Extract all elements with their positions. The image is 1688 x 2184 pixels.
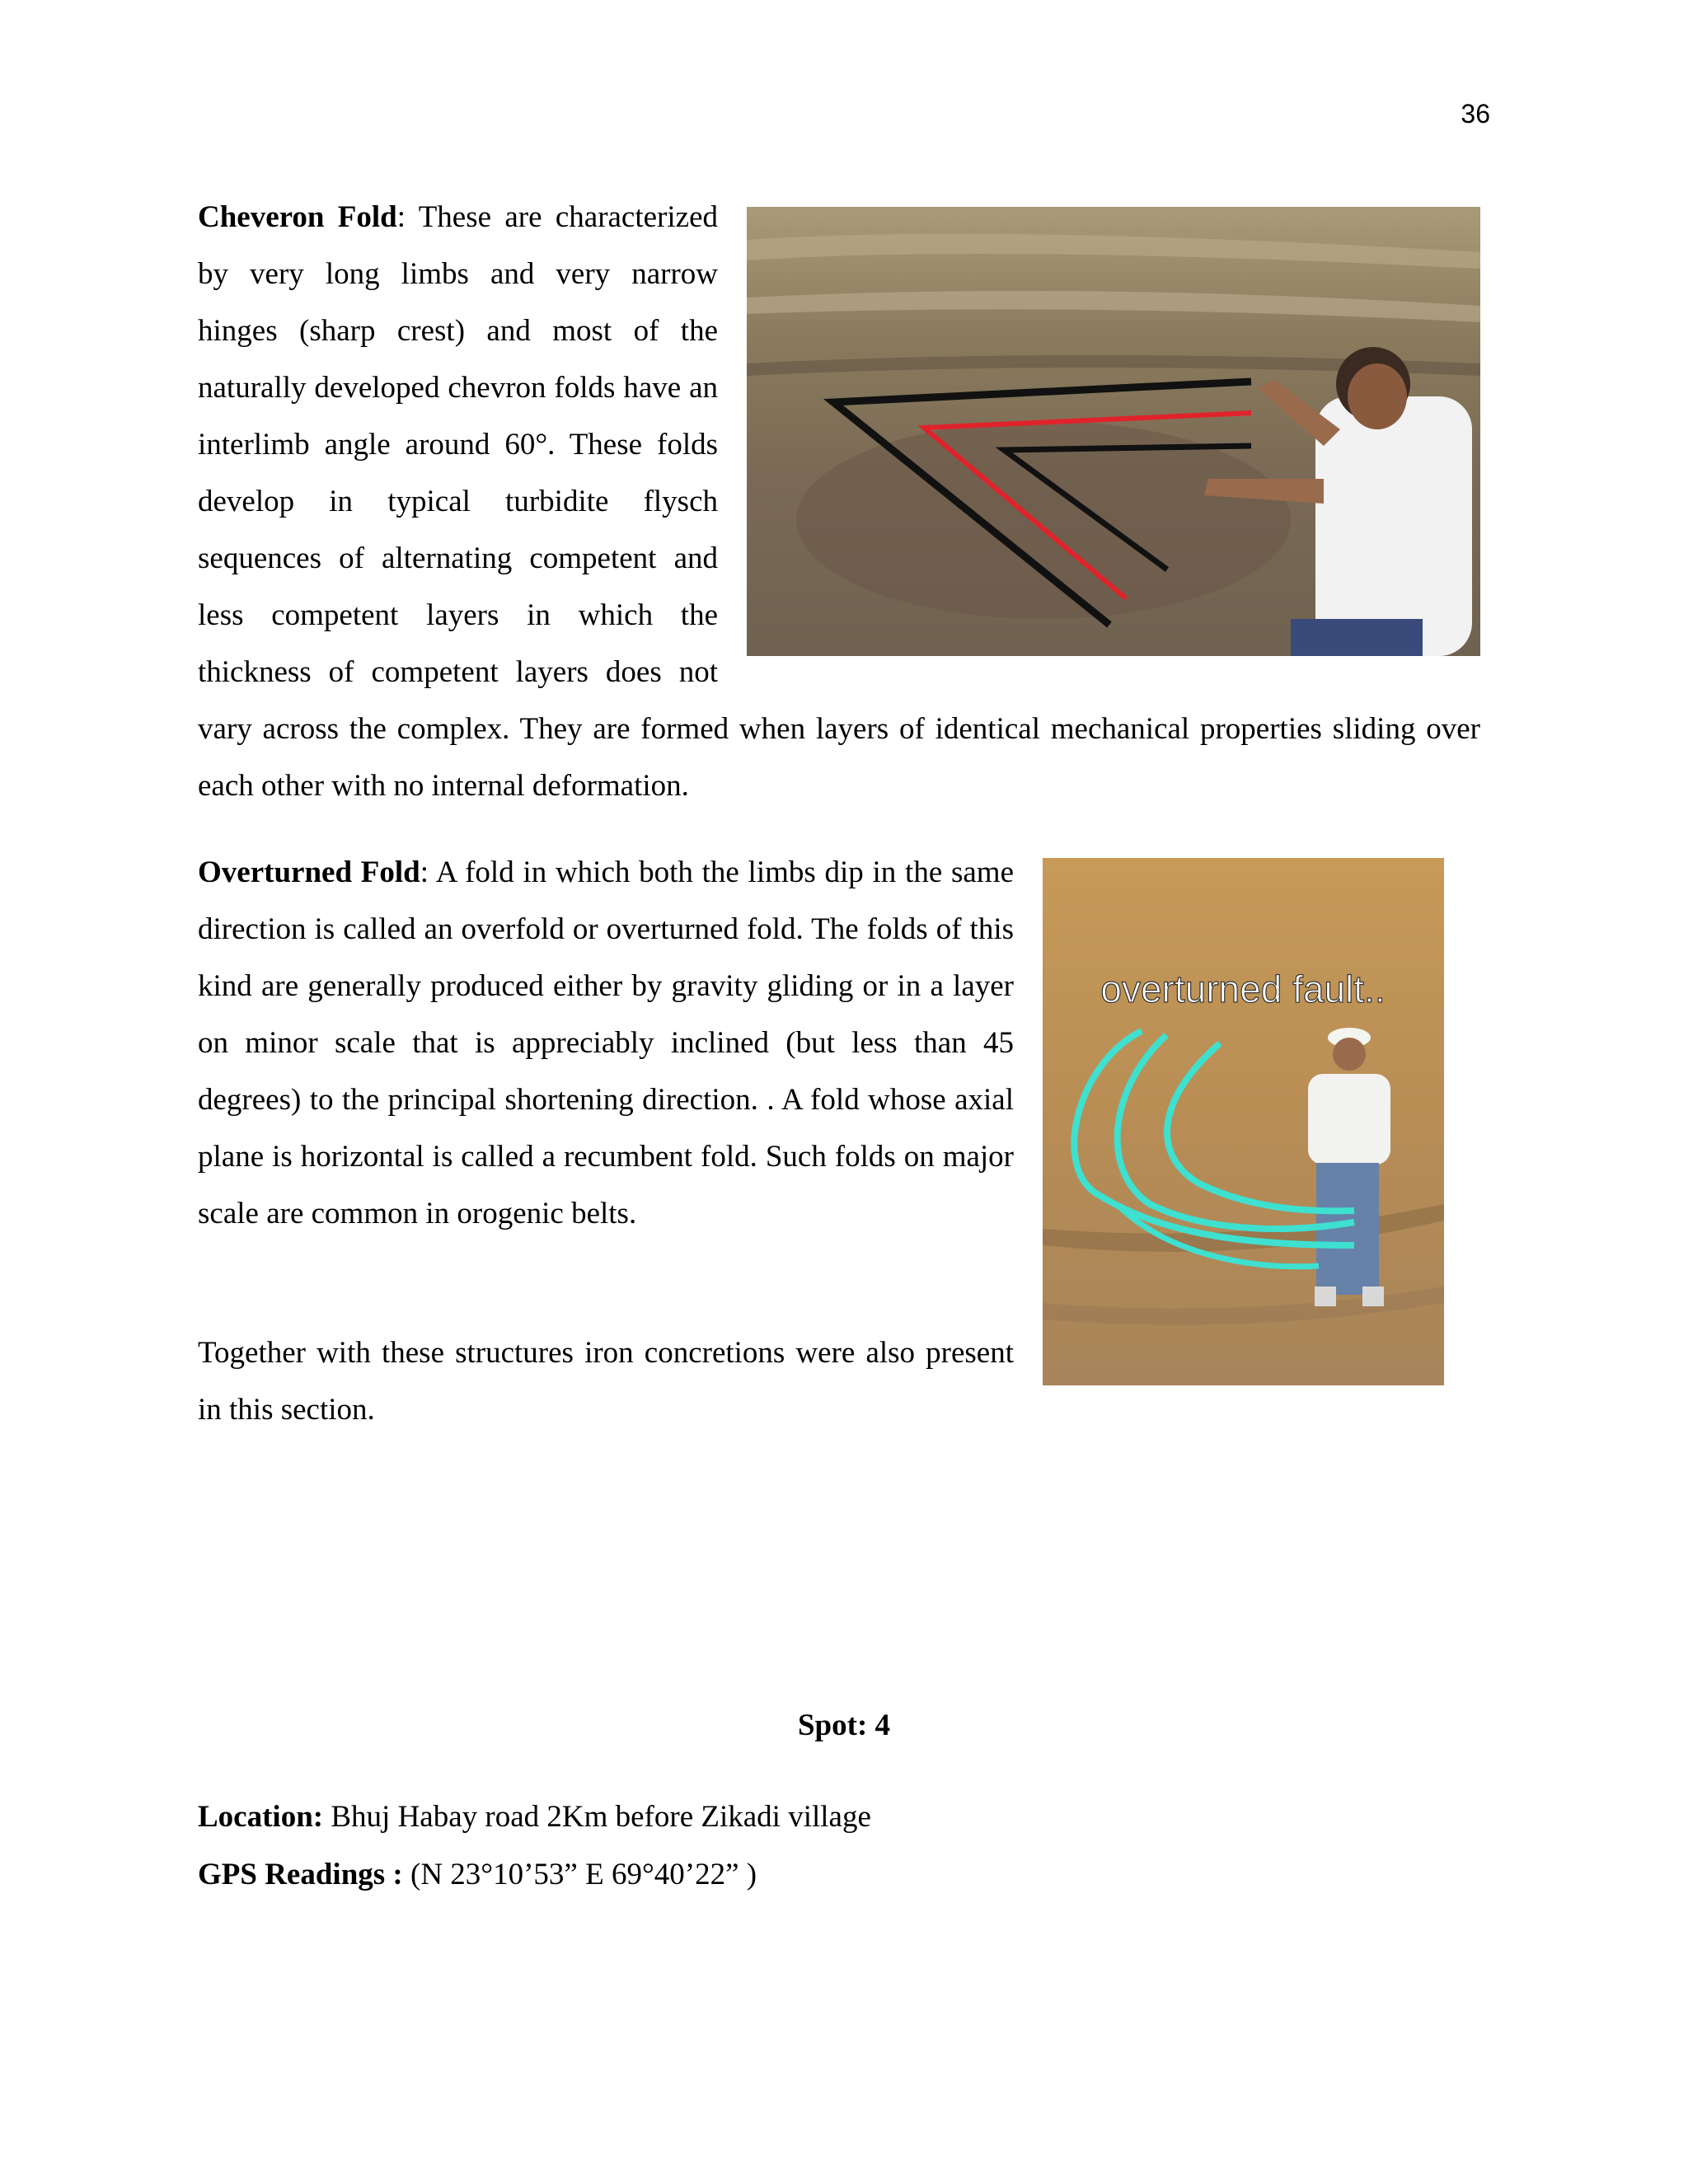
overturned-fold-paragraph [198,844,1014,1242]
overturned-fold-photo [1043,858,1444,1385]
gps-label: GPS Readings : [198,1858,403,1891]
photo-caption: overturned fault.. [1100,968,1386,1010]
page-number: 36 [1461,99,1490,129]
gps-line [198,1846,757,1903]
iron-concretions-paragraph: Together with these structures iron concretions were also present in this section. [198,1336,1014,1427]
chevron-fold-photo [747,207,1480,656]
overturned-heading: Overturned Fold [198,855,420,889]
chevron-fold-paragraph [198,189,1480,814]
location-line [198,1788,871,1845]
location-value: Bhuj Habay road 2Km before Zikadi village [323,1800,871,1834]
gps-value: (N 23°10’53” E 69°40’22” ) [402,1858,757,1891]
chevron-heading: Cheveron Fold [198,200,397,234]
overturned-text: : A fold in which both the limbs dip in the same direction is called an overfold or overturned fold. The folds of this kind are generally produced either by gravity gliding or in a layer on minor scale that is appreciably inclined (but less than 45 degrees) to the principal shortening direction. . A fold whose axial plane is horizontal is called a recumbent fold. Such folds on major scale are common in orogenic belts. [198,855,1014,1230]
chevron-text: : These are characterized by very long limbs and very narrow hinges (sharp crest) and most of the naturally developed chevron folds have an interlimb angle around 60°. These folds develop in typical turbidite flysch sequences of alternating competent and less competent layers in which the thickness of competent layers does not vary across the complex. They are formed when layers of identical mechanical properties sliding over each other with no internal deformation. [198,200,1480,803]
location-label: Location: [198,1800,324,1834]
spot-heading: Spot: 4 [797,1708,891,1742]
